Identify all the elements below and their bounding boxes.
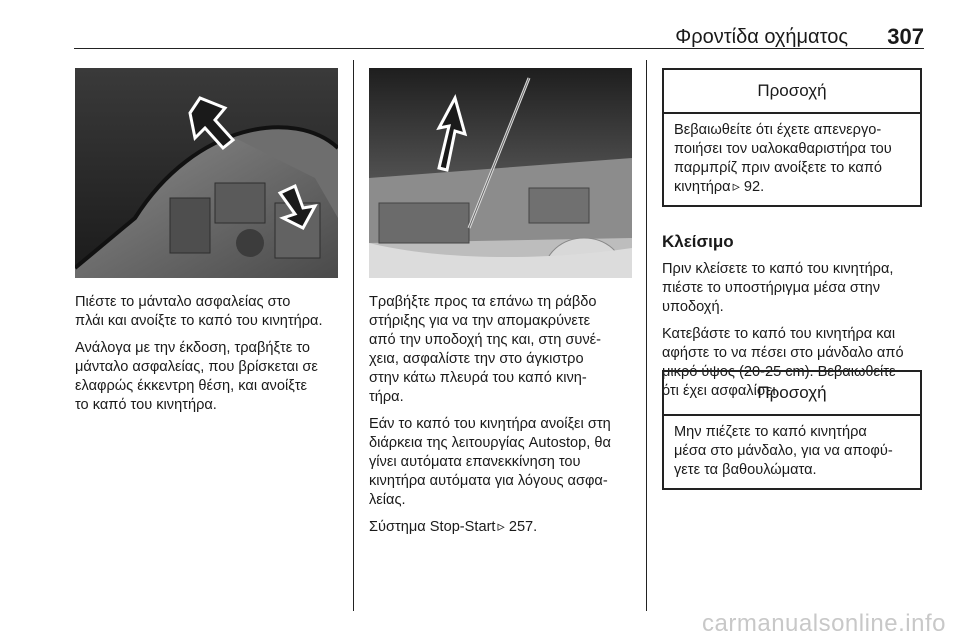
column-divider-right: [646, 60, 647, 611]
paragraph: Τραβήξτε προς τα επάνω τη ράβδο στήριξης για να την απομακρύνετε από την υποδοχή της και, στη συνέ- χεια, ασφαλίστε την στο άγκιστρο στην κάτω πλευρά του καπό κινη- τήρα.: [369, 294, 602, 405]
warning-box-wiper: [662, 68, 922, 207]
watermark: carmanualsonline.info: [702, 610, 946, 637]
page-number: 307: [887, 24, 924, 49]
reference-text: Σύστημα Stop-Start: [369, 519, 496, 535]
warning-title: Προσοχή: [664, 70, 920, 114]
section-title: Φροντίδα οχήματος: [675, 26, 848, 48]
warning-box-dent: [662, 370, 922, 490]
paragraph: Ανάλογα με την έκδοση, τραβήξτε το μάνταλο ασφαλείας, που βρίσκεται σε ελαφρώς έκκεντρη θέση, και ανοίξτε το καπό του κινητήρα.: [75, 340, 318, 413]
warning-body: [664, 114, 920, 205]
paragraph: Πιέστε το μάνταλο ασφαλείας στο πλάι και ανοίξτε το καπό του κινητήρα.: [75, 294, 323, 329]
warning-text: Βεβαιωθείτε ότι έχετε απενεργο- ποιήσει τον υαλοκαθαριστήρα του παρμπρίζ πριν ανοίξετε το καπό κινητήρα: [674, 122, 892, 195]
warning-title: Προσοχή: [664, 372, 920, 416]
column2-text: [369, 293, 639, 545]
paragraph: Πριν κλείσετε το καπό του κινητήρα, πιέστε το υποστήριγμα μέσα στην υποδοχή.: [662, 261, 894, 315]
stop-start-reference: [369, 518, 639, 537]
prop-rod-photo: [369, 68, 632, 278]
paragraph: Εάν το καπό του κινητήρα ανοίξει στη διάρκεια της λειτουργίας Autostop, θα γίνει αυτόματα επανεκκίνηση του κινητήρα αυτόματα για λόγους ασφα- λείας.: [369, 416, 611, 508]
page-reference-icon: ▹: [732, 179, 740, 195]
page-header: [74, 22, 924, 49]
closing-heading: Κλείσιμο: [662, 232, 734, 251]
warning-body: Μην πιέζετε το καπό κινητήρα μέσα στο μάνδαλο, για να αποφύ- γετε τα βαθουλώματα.: [674, 424, 893, 478]
column1-text: [75, 293, 345, 423]
reference-page: 92.: [743, 179, 765, 195]
hood-latch-photo: [75, 68, 338, 278]
column-divider-left: [353, 60, 354, 611]
paragraph: Κατεβάστε το καπό του κινητήρα και αφήστε το να πέσει στο μάνδαλο από μικρό ύψος (20-25 cm). Βεβαιωθείτε ότι έχει ασφαλίσει.: [662, 326, 904, 399]
reference-page: 257.: [508, 519, 538, 535]
page-reference-icon: ▹: [497, 519, 505, 535]
